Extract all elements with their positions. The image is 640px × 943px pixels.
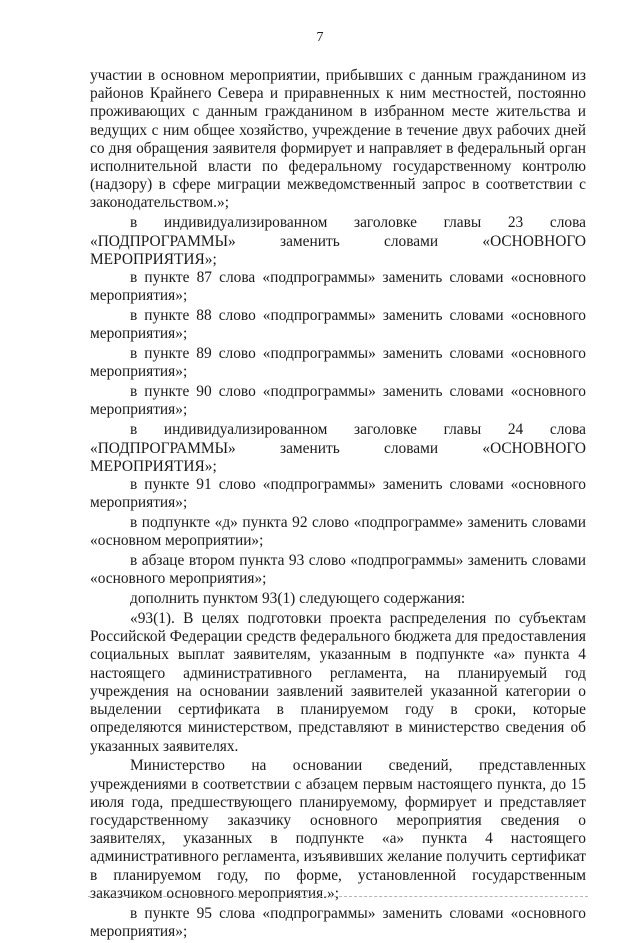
paragraph-amendment-point-88: в пункте 88 слово «подпрограммы» заменить словами «основного мероприятия»; [90,307,586,343]
paragraph-amendment-chapter-23: в индивидуализированном заголовке главы 23 слова «ПОДПРОГРАММЫ» заменить словами «ОСНОВНОГО МЕРОПРИЯТИЯ»; [90,214,586,268]
paragraph-amendment-point-87: в пункте 87 слова «подпрограммы» заменить словами «основного мероприятия»; [90,268,586,305]
paragraph-amendment-point-91: в пункте 91 слово «подпрограммы» заменить словами «основного мероприятия»; [90,475,586,512]
footer-scan-line [88,896,588,897]
paragraph-amendment-point-90: в пункте 90 слово «подпрограммы» заменить словами «основного мероприятия»; [90,383,586,419]
paragraph-point-93-1-text: «93(1). В целях подготовки проекта распределения по субъектам Российской Федерации средств федерального бюджета для предоставления социальных выплат заявителям, указанным в подпункте «а» пункта 4 настоящего административного регламента, на планируемый год учреждения на основании заявлений заявителей указанной категории о выделении сертификата в планируемом году в сроки, которые определяются министерством, представляют в министерство сведения об указанных заявителях. [90,610,586,755]
paragraph-amendment-point-92: в подпункте «д» пункта 92 слово «подпрограмме» заменить словами «основном мероприятии»; [90,514,586,550]
paragraph-amendment-point-93: в абзаце втором пункта 93 слово «подпрограммы» заменить словами «основного мероприятия»; [90,552,586,588]
paragraph-continuation: участии в основном мероприятии, прибывших с данным гражданином из районов Крайнего Севера и приравненных к ним местностей, постоянно проживающих с данным гражданином в избранном месте жительства и ведущих с ним общее хозяйство, учреждение в течение двух рабочих дней со дня обращения заявителя формирует и направляет в федеральный орган исполнительной власти по федеральному государственному контролю (надзору) в сфере миграции межведомственный запрос в соответствии с законодательством.»; [90,67,586,212]
document-body [90,67,586,943]
paragraph-amendment-point-89: в пункте 89 слово «подпрограммы» заменить словами «основного мероприятия»; [90,345,586,381]
page-number: 7 [316,30,324,45]
paragraph-amendment-point-95: в пункте 95 слова «подпрограммы» заменить словами «основного мероприятия»; [90,904,586,940]
paragraph-add-point-93-1: дополнить пунктом 93(1) следующего содержания: [130,590,466,608]
paragraph-ministry-information: Министерство на основании сведений, представленных учреждениями в соответствии с абзацем первым настоящего пункта, до 15 июля года, предшествующего планируемому, формирует и представляет государственному заказчику основного мероприятия сведения о заявителях, указанных в подпункте «а» пункта 4 настоящего административного регламента, изъявивших желание получить сертификат в планируемом году, по форме, установленной государственным заказчиком основного мероприятия.»; [90,757,586,902]
paragraph-amendment-chapter-24: в индивидуализированном заголовке главы 24 слова «ПОДПРОГРАММЫ» заменить словами «ОСНОВНОГО МЕРОПРИЯТИЯ»; [90,421,586,475]
